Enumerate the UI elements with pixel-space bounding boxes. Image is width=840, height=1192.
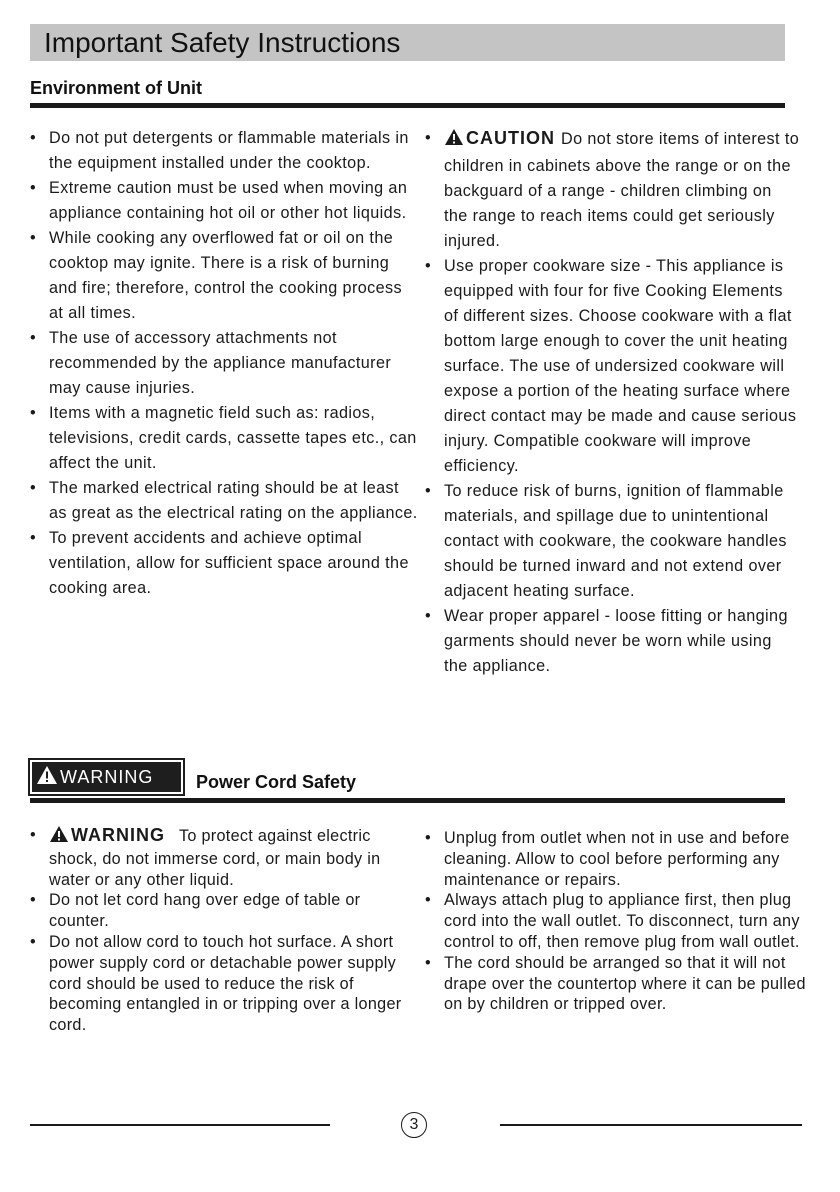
caution-text: Do not store items of interest to children in cabinets above the range or on the backguard of a range - children climbing on the range to reach items could get seriously injured. xyxy=(444,130,800,250)
list-item: • The use of accessory attachments not recommended by the appliance manufacturer may cause injuries. xyxy=(30,326,420,401)
footer-rule-left xyxy=(30,1124,330,1126)
list-item: • Do not allow cord to touch hot surface. A short power supply cord or detachable power supply cord should be used to reduce the risk of becoming entangled in or tripping over a longer cord. xyxy=(30,932,415,1036)
power-cord-left-list xyxy=(30,825,415,1036)
list-item: • While cooking any overflowed fat or oil on the cooktop may ignite. There is a risk of burning and fire; therefore, control the cooking process at all times. xyxy=(30,226,420,326)
list-item: • Extreme caution must be used when moving an appliance containing hot oil or other hot liquids. xyxy=(30,176,420,226)
section-divider xyxy=(30,103,785,108)
list-item: • Do not let cord hang over edge of table or counter. xyxy=(30,890,415,932)
caution-label: CAUTION xyxy=(466,128,555,148)
warning-label: WARNING xyxy=(71,825,165,845)
list-item: • To reduce risk of burns, ignition of flammable materials, and spillage due to unintentional contact with cookware, the cookware handles should be turned inward and not extend over adjacent heating surface. xyxy=(425,479,800,604)
section-heading-power-cord: Power Cord Safety xyxy=(196,772,357,792)
list-item: • The cord should be arranged so that it will not drape over the countertop where it can be pulled on by children or tripped over. xyxy=(425,953,810,1015)
list-item: • The marked electrical rating should be at least as great as the electrical rating on the appliance. xyxy=(30,476,420,526)
footer-rule-right xyxy=(500,1124,802,1126)
warning-triangle-icon xyxy=(36,765,58,790)
warning-badge-label: WARNING xyxy=(60,766,154,787)
list-item: • Always attach plug to appliance first, then plug cord into the wall outlet. To disconnect, turn any control to off, then remove plug from wall outlet. xyxy=(425,890,810,952)
warning-badge xyxy=(30,760,183,794)
list-item: • Do not put detergents or flammable materials in the equipment installed under the cooktop. xyxy=(30,126,420,176)
section-divider xyxy=(30,798,785,803)
environment-right-list xyxy=(425,126,800,679)
list-item: • Items with a magnetic field such as: radios, televisions, credit cards, cassette tapes etc., can affect the unit. xyxy=(30,401,420,476)
environment-left-list xyxy=(30,126,420,601)
section-heading-environment: Environment of Unit xyxy=(30,78,202,98)
list-item: • To prevent accidents and achieve optimal ventilation, allow for sufficient space around the cooking area. xyxy=(30,526,420,601)
list-item: • Wear proper apparel - loose fitting or hanging garments should never be worn while using the appliance. xyxy=(425,604,800,679)
warning-triangle-icon xyxy=(444,128,464,154)
list-item: • Use proper cookware size - This appliance is equipped with four for five Cooking Elements of different sizes. Choose cookware with a flat bottom large enough to cover the unit heating surface. The use of undersized cookware will expose a portion of the heating surface where direct contact may be made and cause serious injury. Compatible cookware will improve efficiency. xyxy=(425,254,800,479)
warning-text: To protect against electric shock, do not immerse cord, or main body in water or any other liquid. xyxy=(49,827,381,889)
list-item: • Unplug from outlet when not in use and before cleaning. Allow to cool before performing any maintenance or repairs. xyxy=(425,828,810,890)
page-number: 3 xyxy=(401,1112,427,1138)
warning-item xyxy=(30,825,415,890)
warning-triangle-icon xyxy=(49,825,69,849)
caution-item xyxy=(425,126,800,254)
page-title: Important Safety Instructions xyxy=(30,24,785,61)
power-cord-right-list xyxy=(425,828,810,1015)
